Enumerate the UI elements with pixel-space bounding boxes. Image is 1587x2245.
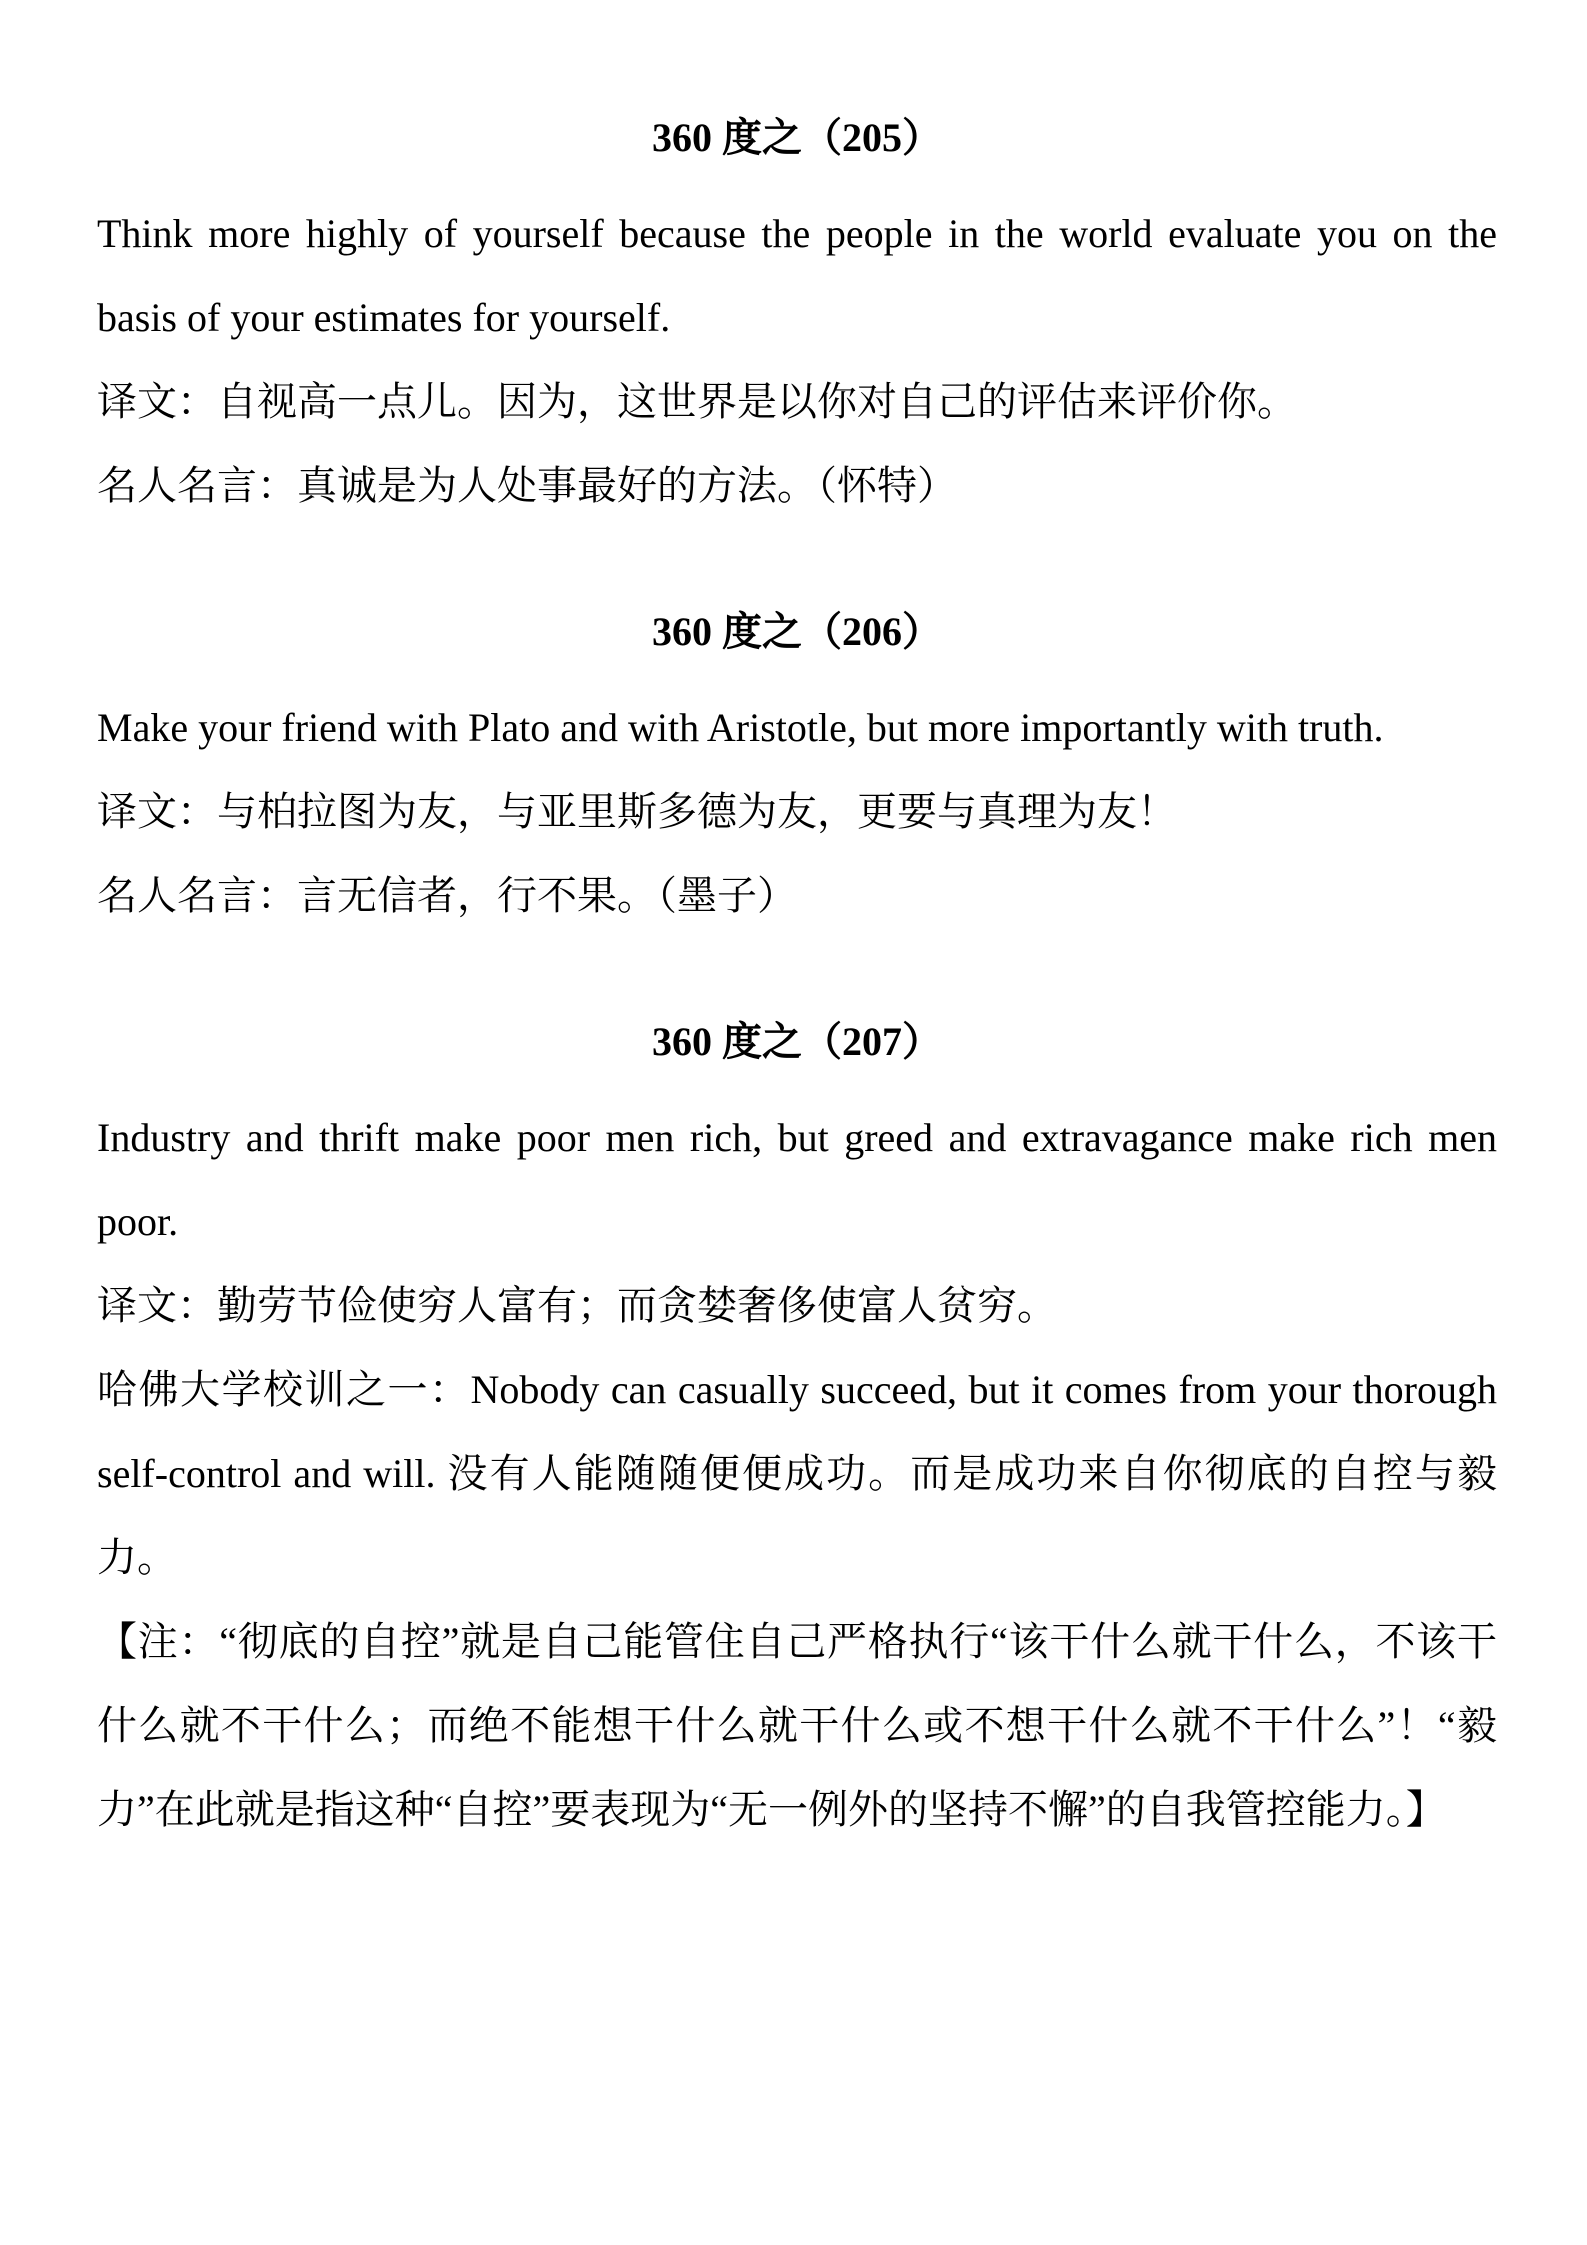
famous-quote: 名人名言：真诚是为人处事最好的方法。（怀特） [97, 463, 957, 508]
document-page [97, 108, 1497, 1852]
harvard-motto: 哈佛大学校训之一：Nobody can casually succeed, but it comes from your thorough self-control and will. 没有人能随随便便成功。而是成功来自你彻底的自控与毅力。 [97, 1367, 1497, 1580]
entry-205 [97, 108, 1497, 528]
famous-quote: 名人名言：言无信者，行不果。（墨子） [97, 873, 797, 918]
translation: 译文：自视高一点儿。因为，这世界是以你对自己的评估来评价你。 [97, 379, 1297, 424]
translation: 译文：勤劳节俭使穷人富有；而贪婪奢侈使富人贫穷。 [97, 1283, 1057, 1328]
entry-heading: 360 度之（206） [652, 609, 942, 654]
translation: 译文：与柏拉图为友，与亚里斯多德为友，更要与真理为友！ [97, 789, 1177, 834]
entry-heading: 360 度之（205） [652, 115, 942, 160]
note: 【注：“彻底的自控”就是自己能管住自己严格执行“该干什么就干什么，不该干什么就不干什么；而绝不能想干什么就干什么或不想干什么就不干什么”！“毅力”在此就是指这种“自控”要表现为“无一例外的坚持不懈”的自我管控能力。】 [97, 1619, 1497, 1832]
entry-207 [97, 1012, 1497, 1852]
english-quote: Think more highly of yourself because the people in the world evaluate you on the basis of your estimates for yourself. [97, 211, 1497, 340]
entry-heading: 360 度之（207） [652, 1019, 942, 1064]
english-quote: Make your friend with Plato and with Aristotle, but more importantly with truth. [97, 705, 1384, 750]
entry-206 [97, 602, 1497, 938]
english-quote: Industry and thrift make poor men rich, but greed and extravagance make rich men poor. [97, 1115, 1497, 1244]
